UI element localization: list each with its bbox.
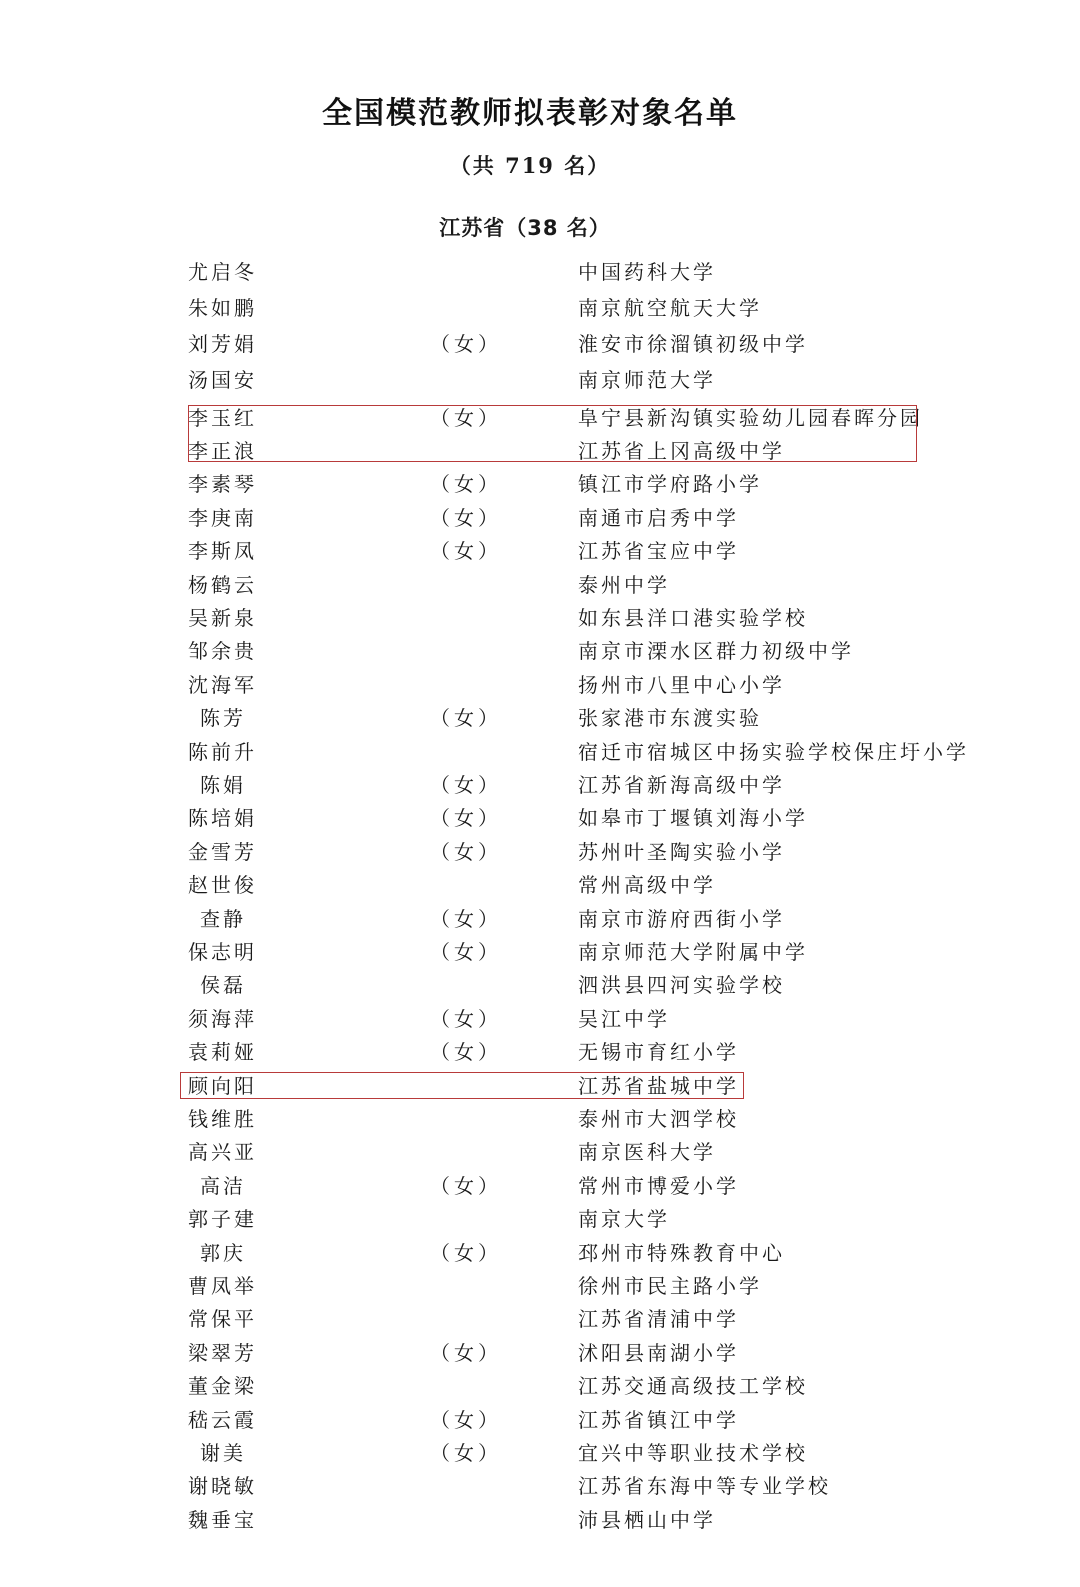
teacher-name: 郭庆 (200, 1240, 246, 1265)
work-unit: 邳州市特殊教育中心 (578, 1240, 785, 1265)
teacher-name: 李玉红 (188, 406, 257, 430)
work-unit: 江苏交通高级技工学校 (578, 1374, 808, 1399)
list-item (0, 1003, 1080, 1036)
teacher-name: 陈培娟 (188, 806, 257, 831)
work-unit: 南京市溧水区群力初级中学 (578, 639, 854, 664)
work-unit: 张家港市东渡实验 (578, 706, 762, 731)
teacher-name: 须海萍 (188, 1006, 257, 1031)
gender-note: （女） (430, 1173, 502, 1198)
list-item (0, 836, 1080, 869)
work-unit: 泗洪县四河实验学校 (578, 973, 785, 998)
list-item (0, 1504, 1080, 1537)
work-unit: 徐州市民主路小学 (578, 1274, 762, 1298)
teacher-name: 金雪芳 (188, 839, 257, 864)
work-unit: 泰州中学 (578, 572, 670, 597)
work-unit: 南京医科大学 (578, 1140, 716, 1165)
list-item (0, 1404, 1080, 1437)
teacher-name: 李素琴 (188, 472, 257, 497)
gender-note: （女） (430, 1407, 502, 1432)
list-item (0, 292, 1080, 325)
gender-note: （女） (430, 1006, 502, 1031)
teacher-name: 魏垂宝 (188, 1507, 257, 1532)
teacher-name: 谢美 (200, 1441, 246, 1465)
work-unit: 宜兴中等职业技术学校 (578, 1441, 808, 1465)
list-item (0, 1203, 1080, 1236)
teacher-name: 邹余贵 (188, 639, 257, 664)
teacher-name: 汤国安 (188, 368, 257, 392)
teacher-name: 郭子建 (188, 1207, 257, 1232)
work-unit: 南京大学 (578, 1207, 670, 1232)
work-unit: 江苏省清浦中学 (578, 1307, 739, 1332)
teacher-name: 保志明 (188, 940, 257, 964)
list-item (0, 1437, 1080, 1470)
list-item (0, 1170, 1080, 1203)
teacher-name: 杨鹤云 (188, 572, 257, 597)
work-unit: 江苏省东海中等专业学校 (578, 1474, 831, 1499)
list-item (0, 802, 1080, 835)
teacher-name: 尤启冬 (188, 260, 257, 284)
list-item (0, 903, 1080, 936)
teacher-name: 顾向阳 (188, 1073, 257, 1098)
list-item (0, 769, 1080, 802)
list-item (0, 1103, 1080, 1136)
list-item (0, 936, 1080, 969)
list-item (0, 1470, 1080, 1503)
teacher-name: 曹凤举 (188, 1274, 257, 1298)
gender-note: （女） (430, 773, 502, 797)
list-item (0, 1270, 1080, 1303)
work-unit: 南京航空航天大学 (578, 296, 762, 320)
list-item (0, 702, 1080, 735)
work-unit: 淮安市徐溜镇初级中学 (578, 332, 808, 356)
gender-note: （女） (430, 806, 502, 831)
work-unit: 宿迁市宿城区中扬实验学校保庄圩小学 (578, 739, 969, 764)
gender-note: （女） (430, 839, 502, 864)
highlight-box-top (188, 405, 917, 462)
gender-note: （女） (430, 539, 502, 564)
teacher-name: 吴新泉 (188, 606, 257, 630)
teacher-name: 谢晓敏 (188, 1474, 257, 1499)
list-item (0, 328, 1080, 361)
gender-note: （女） (430, 1441, 502, 1465)
list-item (0, 869, 1080, 902)
list-item (0, 1036, 1080, 1069)
work-unit: 常州市博爱小学 (578, 1173, 739, 1198)
work-unit: 江苏省上冈高级中学 (578, 439, 785, 463)
work-unit: 江苏省盐城中学 (578, 1073, 739, 1098)
work-unit: 南京师范大学 (578, 368, 716, 392)
work-unit: 南通市启秀中学 (578, 505, 739, 530)
teacher-name: 钱维胜 (188, 1107, 257, 1131)
list-item (0, 635, 1080, 668)
work-unit: 扬州市八里中心小学 (578, 672, 785, 697)
teacher-name: 高洁 (200, 1173, 246, 1198)
list-item (0, 468, 1080, 501)
gender-note: （女） (430, 1340, 502, 1365)
work-unit: 如东县洋口港实验学校 (578, 606, 808, 630)
work-unit: 江苏省新海高级中学 (578, 773, 785, 797)
work-unit: 镇江市学府路小学 (578, 472, 762, 497)
work-unit: 南京市游府西街小学 (578, 906, 785, 931)
gender-note: （女） (430, 1040, 502, 1065)
list-item (0, 1237, 1080, 1270)
gender-note: （女） (430, 1240, 502, 1265)
list-item (0, 1337, 1080, 1370)
gender-note: （女） (430, 505, 502, 530)
work-unit: 阜宁县新沟镇实验幼儿园春晖分园 (578, 406, 923, 430)
teacher-name: 侯磊 (200, 973, 246, 998)
teacher-name: 袁莉娅 (188, 1040, 257, 1065)
teacher-name: 高兴亚 (188, 1140, 257, 1165)
work-unit: 常州高级中学 (578, 873, 716, 898)
work-unit: 中国药科大学 (578, 260, 716, 284)
list-item (0, 569, 1080, 602)
work-unit: 沭阳县南湖小学 (578, 1340, 739, 1365)
gender-note: （女） (430, 332, 502, 356)
teacher-name: 沈海军 (188, 672, 257, 697)
work-unit: 吴江中学 (578, 1006, 670, 1031)
teacher-name: 梁翠芳 (188, 1340, 257, 1365)
teacher-name: 赵世俊 (188, 873, 257, 898)
work-unit: 江苏省宝应中学 (578, 539, 739, 564)
highlight-box-bottom (180, 1072, 744, 1099)
work-unit: 泰州市大泗学校 (578, 1107, 739, 1131)
list-item (0, 502, 1080, 535)
teacher-name: 李庚南 (188, 505, 257, 530)
list-item (0, 602, 1080, 635)
list-item (0, 256, 1080, 289)
list-item (0, 364, 1080, 397)
list-item (0, 1136, 1080, 1169)
teacher-name: 陈前升 (188, 739, 257, 764)
work-unit: 苏州叶圣陶实验小学 (578, 839, 785, 864)
list-item (0, 535, 1080, 568)
teacher-name: 嵇云霞 (188, 1407, 257, 1432)
list-item (0, 1303, 1080, 1336)
list-item (0, 1370, 1080, 1403)
teacher-name: 陈芳 (200, 706, 246, 731)
gender-note: （女） (430, 406, 502, 430)
document-title: 全国模范教师拟表彰对象名单 (322, 96, 738, 131)
teacher-name: 陈娟 (200, 773, 246, 797)
work-unit: 南京师范大学附属中学 (578, 940, 808, 964)
gender-note: （女） (430, 472, 502, 497)
work-unit: 如皋市丁堰镇刘海小学 (578, 806, 808, 831)
teacher-name: 朱如鹏 (188, 296, 257, 320)
teacher-name: 查静 (200, 906, 246, 931)
teacher-name: 常保平 (188, 1307, 257, 1332)
list-item (0, 669, 1080, 702)
teacher-name: 董金梁 (188, 1374, 257, 1399)
gender-note: （女） (430, 906, 502, 931)
gender-note: （女） (430, 706, 502, 731)
province-heading: 江苏省（38 名） (439, 216, 611, 240)
teacher-name: 李斯凤 (188, 539, 257, 564)
work-unit: 无锡市育红小学 (578, 1040, 739, 1065)
gender-note: （女） (430, 940, 502, 964)
total-count: （共 719 名） (449, 153, 611, 178)
teacher-name: 李正浪 (188, 439, 257, 463)
work-unit: 江苏省镇江中学 (578, 1407, 739, 1432)
list-item (0, 969, 1080, 1002)
teacher-name: 刘芳娟 (188, 332, 257, 356)
work-unit: 沛县栖山中学 (578, 1507, 716, 1532)
list-item (0, 736, 1080, 769)
